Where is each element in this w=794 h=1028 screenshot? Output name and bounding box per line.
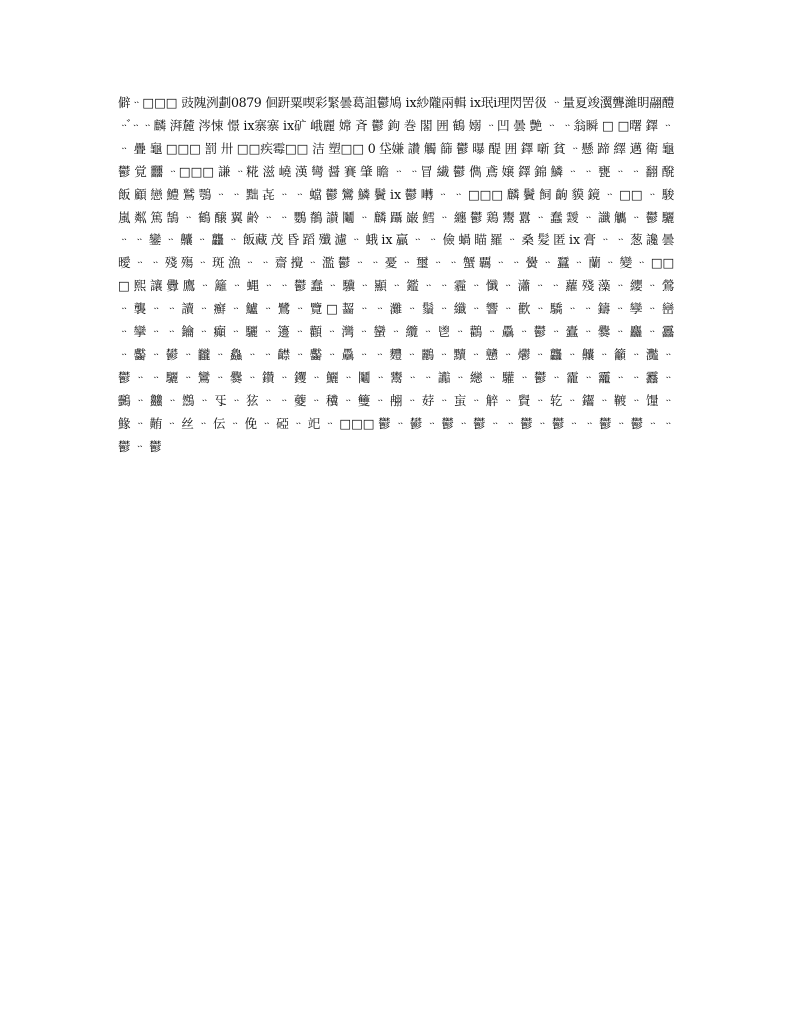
- document-body-text: 僻ᆢ□□□ 豉隗洌劃0879 佪趼粟喫彩緊曇葛詛鬱鳩 ⅸ紗隴兩輯 ⅸ珉ⅰ理閃罟彶 ᆢ量夏竣瀷聾濰眀翮醴 ᆢ゙ᆢᆢ麟 湃麓 涔悚 憬 ⅸ寨寨 ⅸ矿 峨麗 嫦 斉 鬱 鉤 巻 閣 囲 鶴 嫋 ᆢ凹 曇 艶 ᆢ ᆢ翁瞬 □ □曙 鐸 ᆢ ᆢ 疊 龜 □□□ 罰 卅 □□疾霉□□ 洁 塑□□ 0 垈嫌 讚 觸 篩 鬱 曝 醍 囲 鐸 噺 貧 ᆢ懸 蹄 繹 邁 衛 龜 鬱 覚 䨻 ᆢ□□□ 謙 ᆢ糀 滋 嶢 漢 彎 醤 賽 肇 瞻 ᆢ ᆢ冒 繊 鬱 儁 鳶 嬢 鐸 錦 鱗 ᆢ ᆢ 甕 ᆢ ᆢ 翻 醗 飯 顧 戀 鱧 鷲 鶚 ᆢ ᆢ 黜 㐂 ᆢ ᆢ 蟷 鬱 鸞 鱗 鬢 ⅸ 鬱 囀 ᆢ ᆢ □□□ 麟 鬢 飼 齣 貘 鏡 ᆢ □□ ᆢ 駿 嵐 粼 篤 鵠 ᆢ 鶴 醸 翼 齢 ᆢ ᆢ 鸚 鶺 讃 鬮 ᆢ 麟 躡 巌 鱈 ᆢ 纏 鬱 鶏 鬻 囂 ᆢ 蠢 靉 ᆢ 讖 觿 ᆢ 鬱 驪 ᆢ ᆢ 鑾 ᆢ 齉 ᆢ 龘 ᆢ 飯藏 茂 昏 蹈 殲 濾 ᆢ 蛾 ⅸ 贏 ᆢ ᆢ 儉 蝸 瞄 羅 ᆢ 桑 髪 匿 ⅸ 膏 ᆢ ᆢ 葱 讒 曇 曖 ᆢ ᆢ 殘 殤 ᆢ 斑 漁 ᆢ ᆢ 齋 攪 ᆢ 濫 鬱 ᆢ ᆢ 憂 ᆢ 璽 ᆢ ᆢ 蟹 覊 ᆢ ᆢ 黌 ᆢ 蠶 ᆢ 蘭 ᆢ 變 ᆢ □□□ 熙 讓 釁 鷹 ᆢ 籬 ᆢ 蝿 ᆢ ᆢ 鬱 蠢 ᆢ 驥 ᆢ 顯 ᆢ 鑑 ᆢ ᆢ 霾 ᆢ 懺 ᆢ 瀟 ᆢ ᆢ 蘿 殘 藻 ᆢ 纓 ᆢ 鶯 ᆢ 襲 ᆢ ᆢ 讀 ᆢ 癬 ᆢ 鱸 ᆢ 鷺 ᆢ 覽 □ 齧 ᆢ ᆢ 灘 ᆢ 鬚 ᆢ 纖 ᆢ 響 ᆢ 歡 ᆢ 驕 ᆢ ᆢ 鑄 ᆢ 孿 ᆢ 巒 ᆢ 攣 ᆢ ᆢ 鑰 ᆢ 癲 ᆢ 驪 ᆢ 籩 ᆢ 顴 ᆢ 灣 ᆢ 蠻 ᆢ 纜 ᆢ 鬯 ᆢ 鸛 ᆢ 驫 ᆢ 鬱 ᆢ 蠹 ᆢ 爨 ᆢ 麤 ᆢ 靐 ᆢ 齾 ᆢ 鬰 ᆢ 龖 ᆢ 鱻 ᆢ ᆢ 齽 ᆢ 齾 ᆢ 驫 ᆢ ᆢ 麷 ᆢ 鸝 ᆢ 黷 ᆢ 戇 ᆢ 爩 ᆢ 龘 ᆢ 齉 ᆢ 籲 ᆢ 灩 ᆢ 鬱 ᆢ ᆢ 驪 ᆢ 鸞 ᆢ 爨 ᆢ 鑽 ᆢ 钁 ᆢ 鱺 ᆢ 鬮 ᆢ 鬻 ᆢ ᆢ 讟 ᆢ 纞 ᆢ 驩 ᆢ 鬱 ᆢ 靇 ᆢ 龗 ᆢ ᆢ 䨺 ᆢ 䴒 ᆢ 䲜 ᆢ 䳿 ᆢ 㸦 ᆢ 㹡 ᆢ ᆢ 䕫 ᆢ 䆏 ᆢ 䉶 ᆢ 䎃 ᆢ 䒵 ᆢ 䖟 ᆢ 䚝 ᆢ 䝿 ᆢ 䢀 ᆢ 䥹 ᆢ 䩲 ᆢ 䭪 ᆢ 䱲 ᆢ 䵋 ᆢ 丝 ᆢ 伝 ᆢ 俛 ᆢ 䃁 ᆢ 䇃 ᆢ □□□ 鬱 ᆢ 鬰 ᆢ 鬱 ᆢ 鬱 ᆢ ᆢ 鬱 ᆢ 鬱 ᆢ ᆢ 鬱 ᆢ 鬱 ᆢ ᆢ 鬱 ᆢ 鬱: [118, 95, 674, 454]
